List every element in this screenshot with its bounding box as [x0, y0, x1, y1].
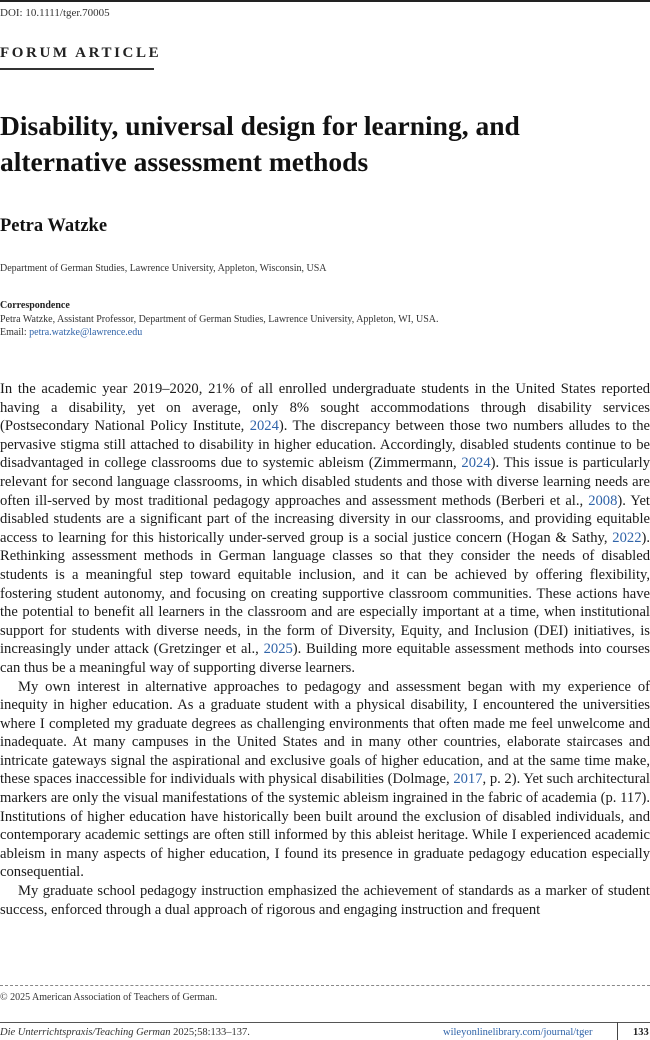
text-run: In the academic year 2019–2020, 21% of all enrolled undergraduate students in the United States reported having a disability, yet on average, only 8% sought accommodations through disability services (Postsecondary National Policy Institute,: [0, 381, 650, 435]
doi-label: DOI: 10.1111/tger.70005: [0, 7, 110, 19]
top-rule: [0, 0, 650, 2]
author-name: Petra Watzke: [0, 216, 108, 236]
journal-volume: 2025;58:133–137.: [170, 1027, 250, 1038]
section-label: FORUM ARTICLE: [0, 45, 162, 61]
footer-divider: [0, 1022, 650, 1023]
text-run: , p. 2). Yet such architectural markers are only the visual manifestations of the systemic ableism ingrained in the fabric of academia (p. 117). Institutions of higher education have historically been built around the exclusion of disabled individuals, and contemporary academic settings are often still informed by this ableist heritage. While I experienced academic ableism in many aspects of higher education, I found its presence in graduate pedagogy education especially consequential.: [0, 771, 650, 881]
citation-link[interactable]: 2024: [249, 418, 279, 435]
footnote-divider: [0, 985, 650, 986]
affiliation: Department of German Studies, Lawrence University, Appleton, Wisconsin, USA: [0, 263, 327, 274]
email-link[interactable]: petra.watzke@lawrence.edu: [29, 327, 143, 338]
citation-link[interactable]: 2024: [461, 455, 491, 472]
title-line-1: Disability, universal design for learning, and: [0, 110, 520, 141]
journal-citation: [0, 1027, 250, 1038]
correspondence-block: [0, 299, 439, 340]
correspondence-email-line: [0, 326, 439, 340]
paragraph-1: [0, 380, 650, 678]
article-body: [0, 380, 650, 919]
paragraph-2: [0, 678, 650, 883]
journal-name: Die Unterrichtspraxis/Teaching German: [0, 1027, 171, 1038]
citation-link[interactable]: 2025: [263, 641, 293, 658]
correspondence-heading: Correspondence: [0, 300, 70, 311]
text-run: ). This issue is particularly relevant for second language classrooms, in which disabled students and those with diverse learning needs are often ill-served by most traditional pedagogy approaches and assessment methods (Berberi et al.,: [0, 455, 650, 509]
text-run: My own interest in alternative approaches to pedagogy and assessment began with my experience of inequity in higher education. As a graduate student with a physical disability, I encountered the universities where I completed my graduate degrees as challenging environments that often made me feel unwelcome and inadequate. At many campuses in the United States and in many other countries, elaborate staircases and intricate gateways signal the aspirational and exclusive goals of higher education, and at the same time make, these spaces inaccessible for individuals with physical disabilities (Dolmage,: [0, 678, 650, 788]
email-label: Email:: [0, 327, 30, 338]
copyright-notice: © 2025 American Association of Teachers of German.: [0, 992, 218, 1003]
journal-url-link[interactable]: wileyonlinelibrary.com/journal/tger: [443, 1027, 593, 1038]
citation-link[interactable]: 2022: [612, 529, 642, 546]
page-number: 133: [633, 1027, 649, 1038]
citation-link[interactable]: 2008: [588, 492, 618, 509]
text-run: ). The discrepancy between those two numbers alludes to the pervasive stigma still attached to disability in higher education. Accordingly, disabled students continue to be disadvantaged in college classrooms due to systemic ableism (Zimmermann,: [0, 418, 650, 472]
citation-link[interactable]: 2017: [453, 771, 483, 788]
text-run: My graduate school pedagogy instruction emphasized the achievement of standards as a marker of student success, enforced through a dual approach of rigorous and engaging instruction and frequent: [0, 883, 650, 918]
text-run: ). Building more equitable assessment methods into courses can thus be a meaningful way of supporting diverse learners.: [0, 641, 650, 676]
article-title: [0, 108, 600, 180]
title-line-2: alternative assessment methods: [0, 146, 369, 177]
text-run: ). Rethinking assessment methods in German language classes so that they consider the needs of disabled students is a meaningful step toward equitable inclusion, and it can be achieved by offering flexibility, fostering student autonomy, and focusing on creating supportive classroom communities. These actions have the potential to benefit all learners in the classroom and are especially important at a time, when institutional support for students with diverse needs, in the form of Diversity, Equity, and Inclusion (DEI) initiatives, is increasingly under attack (Gretzinger et al.,: [0, 529, 650, 658]
correspondence-address: Petra Watzke, Assistant Professor, Department of German Studies, Lawrence University, Appleton, WI, USA.: [0, 313, 439, 325]
paragraph-3: [0, 882, 650, 919]
text-run: ). Yet disabled students are a significant part of the increasing diversity in our classrooms, and providing equitable access to learning for this historically under-served group is a social justice concern (Hogan & Sathy,: [0, 492, 650, 546]
page-number-divider: [617, 1022, 618, 1040]
section-underline: [0, 68, 154, 70]
